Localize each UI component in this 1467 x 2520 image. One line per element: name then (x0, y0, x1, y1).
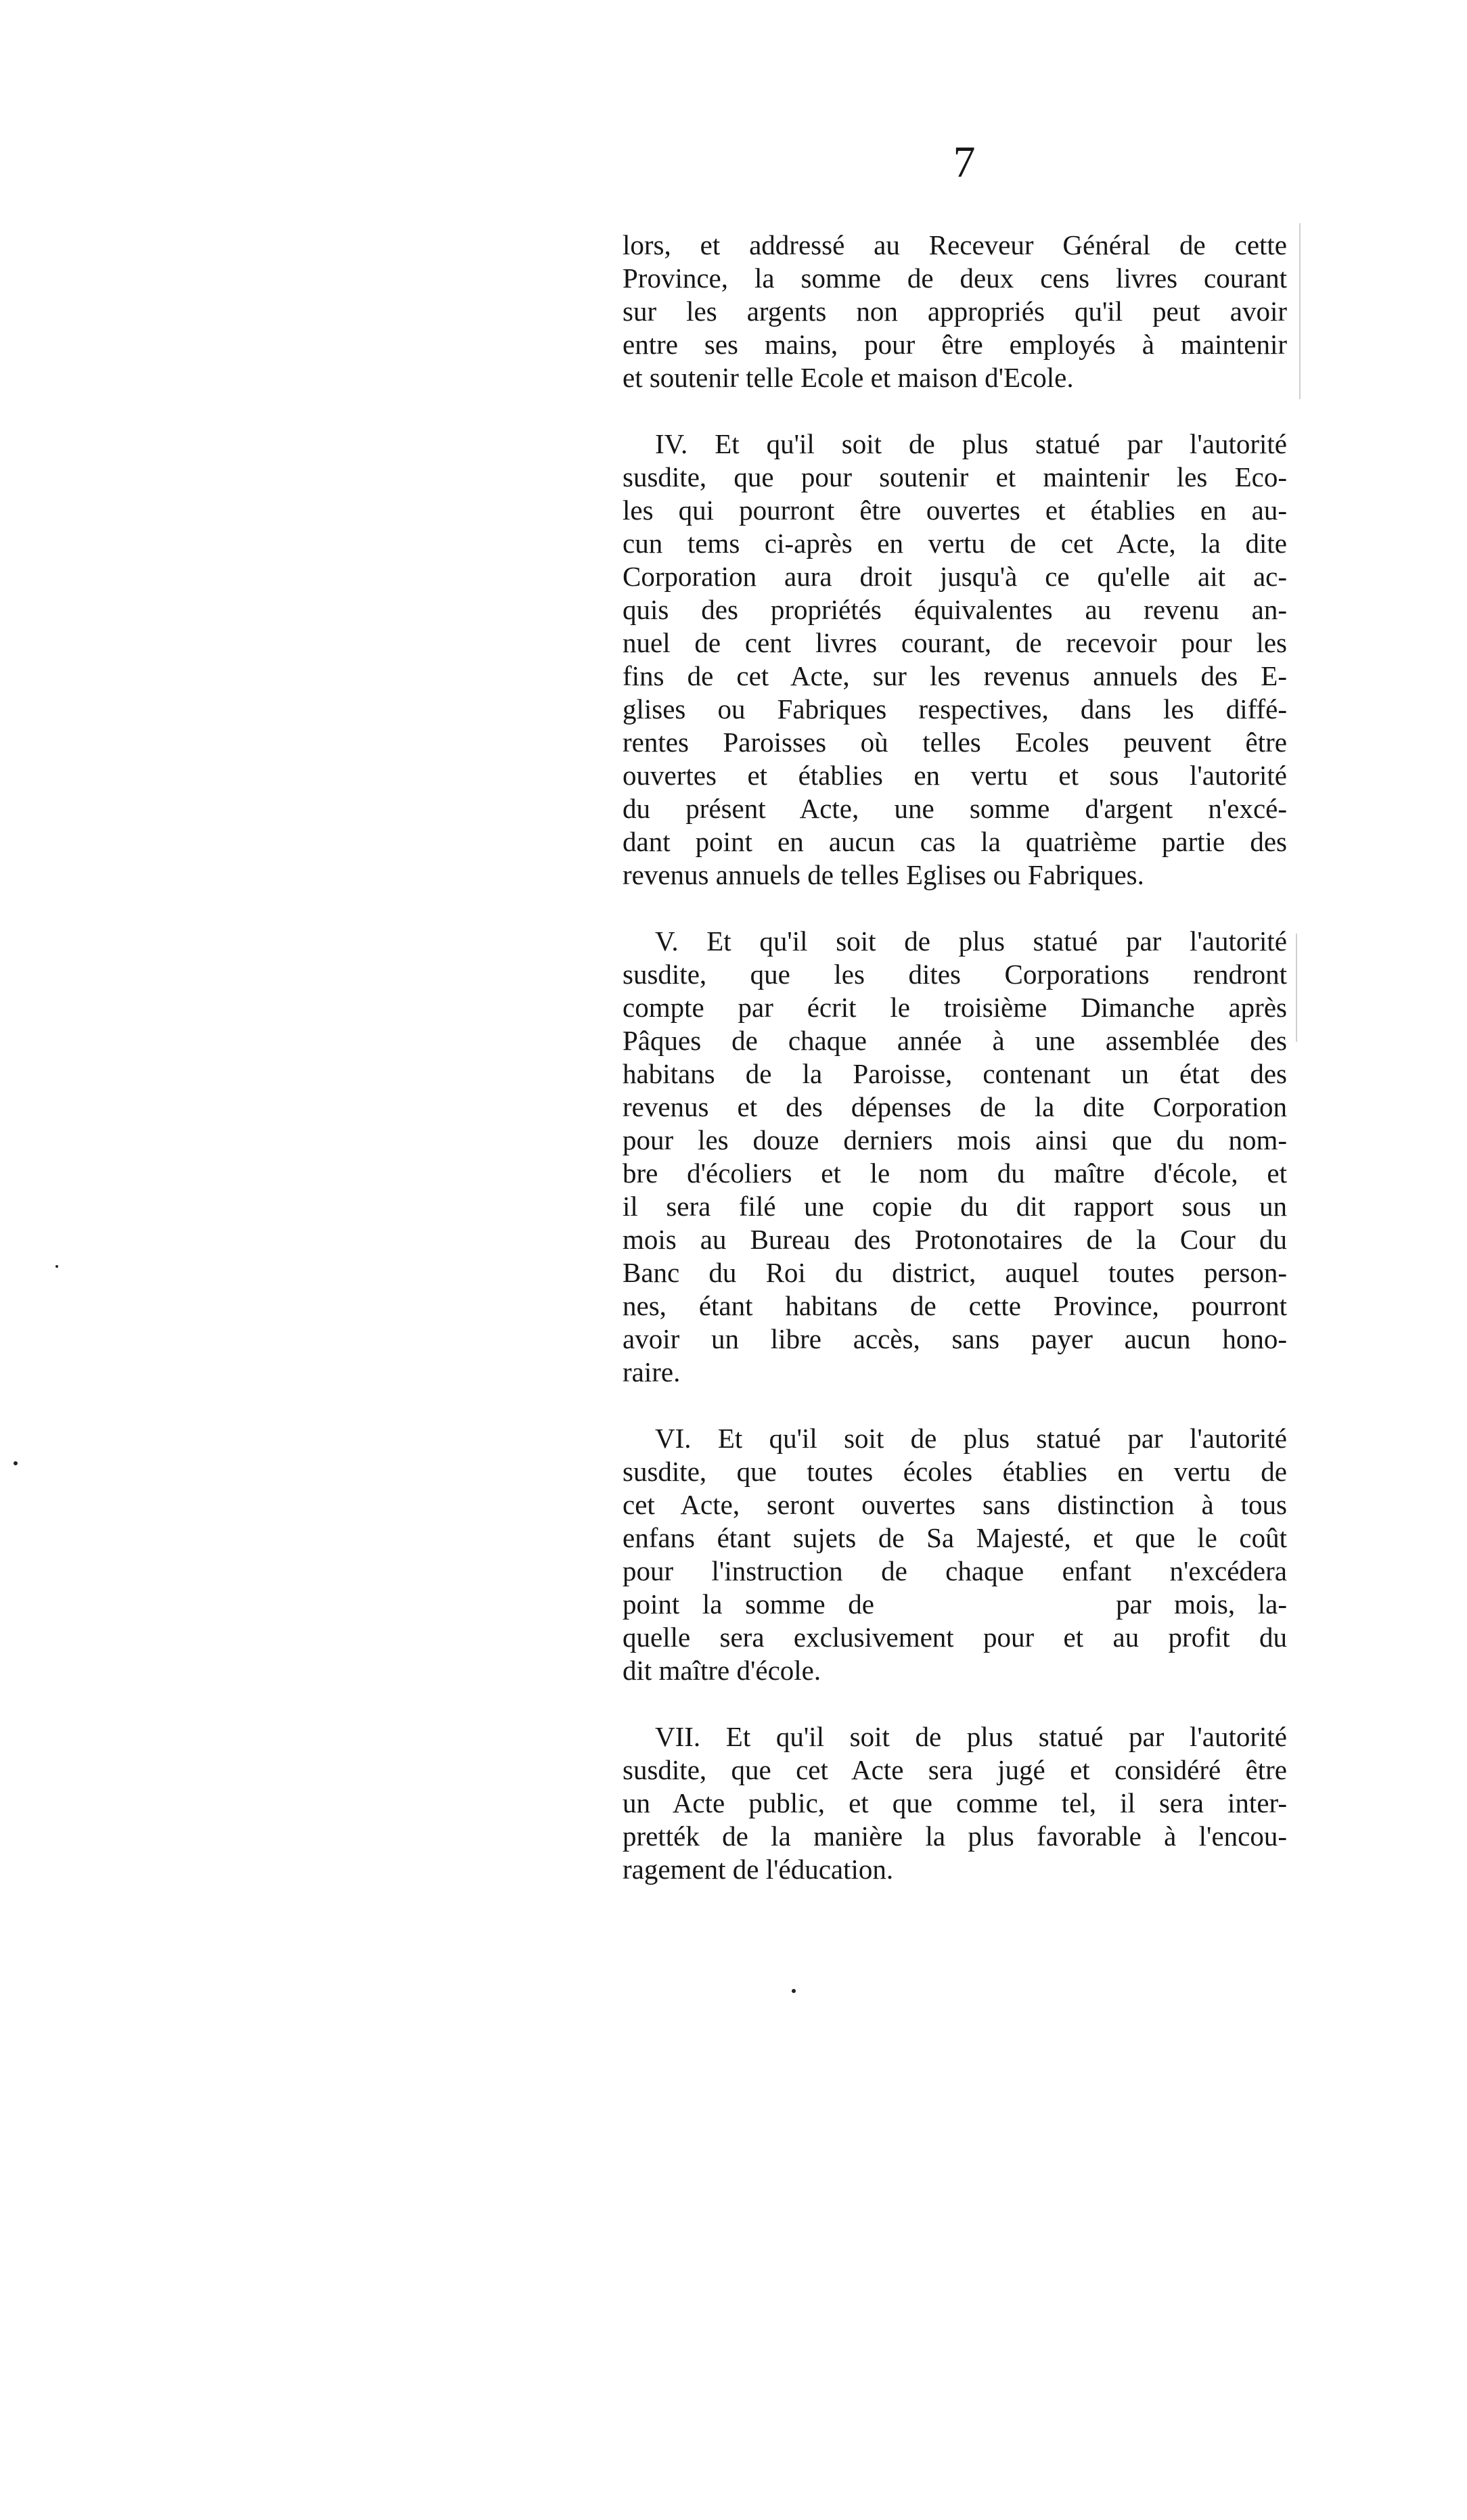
text-line: entre ses mains, pour être employés à maintenir (623, 329, 1287, 360)
text-line: dit maître d'école. (623, 1655, 821, 1686)
text-line: quis des propriétés équivalentes au revenu an- (623, 594, 1287, 625)
text-line: bre d'écoliers et le nom du maître d'école, et (623, 1158, 1287, 1189)
paragraph-continuation (623, 229, 1287, 394)
text-line: pour les douze derniers mois ainsi que du nom- (623, 1124, 1287, 1155)
blank-line-after: par mois, la- (1116, 1588, 1288, 1620)
text-line: lors, et addressé au Receveur Général de cette (623, 229, 1287, 260)
text-line: du présent Acte, une somme d'argent n'excé- (623, 793, 1287, 824)
text-line: V. Et qu'il soit de plus statué par l'autorité (655, 925, 1287, 957)
page-number: 7 (953, 137, 976, 187)
text-line: enfans étant sujets de Sa Majesté, et que le coût (623, 1522, 1287, 1553)
text-line: raire. (623, 1356, 681, 1388)
text-line-with-blank (623, 1588, 1287, 1621)
text-line: pour l'instruction de chaque enfant n'excédera (623, 1555, 1287, 1586)
text-line: susdite, que pour soutenir et maintenir les Eco- (623, 461, 1287, 492)
text-line: un Acte public, et que comme tel, il sera inter- (623, 1787, 1287, 1818)
blank-line-before: point la somme de (623, 1588, 874, 1620)
text-line: Province, la somme de deux cens livres courant (623, 262, 1287, 294)
text-line: les qui pourront être ouvertes et établies en au- (623, 495, 1287, 526)
scan-speck (55, 1265, 58, 1268)
scan-speck (792, 1989, 796, 1993)
text-line: sur les argents non appropriés qu'il peut avoir (623, 296, 1287, 327)
text-line: glises ou Fabriques respectives, dans les diffé- (623, 693, 1287, 725)
text-line: nes, étant habitans de cette Province, pourront (623, 1290, 1287, 1321)
text-line: dant point en aucun cas la quatrième partie des (623, 826, 1287, 857)
scan-speck (14, 1461, 18, 1465)
text-line: avoir un libre accès, sans payer aucun hono- (623, 1323, 1287, 1354)
text-line: fins de cet Acte, sur les revenus annuels des E- (623, 660, 1287, 691)
text-line: susdite, que les dites Corporations rendront (623, 959, 1287, 990)
text-line: et soutenir telle Ecole et maison d'Ecole. (623, 362, 1074, 393)
text-line: mois au Bureau des Protonotaires de la Cour du (623, 1224, 1287, 1255)
text-line: compte par écrit le troisième Dimanche après (623, 992, 1287, 1023)
section-vii (623, 1720, 1287, 1886)
text-column (623, 229, 1287, 1886)
text-line: susdite, que toutes écoles établies en vertu de (623, 1456, 1287, 1487)
text-line: rentes Paroisses où telles Ecoles peuvent être (623, 727, 1287, 758)
text-line: cun tems ci-après en vertu de cet Acte, la dite (623, 528, 1287, 559)
text-line: ouvertes et établies en vertu et sous l'autorité (623, 760, 1287, 791)
section-v (623, 925, 1287, 1389)
text-line: susdite, que cet Acte sera jugé et considéré être (623, 1754, 1287, 1785)
text-line: il sera filé une copie du dit rapport sous un (623, 1191, 1287, 1222)
text-line: ragement de l'éducation. (623, 1854, 894, 1885)
text-line: prették de la manière la plus favorable à l'encou- (623, 1820, 1287, 1852)
text-line: revenus et des dépenses de la dite Corporation (623, 1091, 1287, 1122)
text-line: Pâques de chaque année à une assemblée des (623, 1025, 1287, 1056)
scan-artifact-line (1296, 934, 1297, 1042)
section-vi (623, 1422, 1287, 1687)
text-line: cet Acte, seront ouvertes sans distinction à tous (623, 1489, 1287, 1520)
text-line: VII. Et qu'il soit de plus statué par l'autorité (655, 1721, 1287, 1752)
text-line: VI. Et qu'il soit de plus statué par l'autorité (655, 1423, 1287, 1454)
text-line: Corporation aura droit jusqu'à ce qu'elle ait ac- (623, 561, 1287, 592)
text-line: revenus annuels de telles Eglises ou Fabriques. (623, 859, 1144, 890)
text-line: nuel de cent livres courant, de recevoir pour les (623, 627, 1287, 658)
text-line: Banc du Roi du district, auquel toutes person- (623, 1257, 1287, 1288)
text-line: IV. Et qu'il soit de plus statué par l'autorité (655, 428, 1287, 459)
text-line: quelle sera exclusivement pour et au profit du (623, 1622, 1287, 1653)
section-iv (623, 428, 1287, 892)
text-line: habitans de la Paroisse, contenant un état des (623, 1058, 1287, 1089)
scan-artifact-line (1299, 223, 1301, 399)
